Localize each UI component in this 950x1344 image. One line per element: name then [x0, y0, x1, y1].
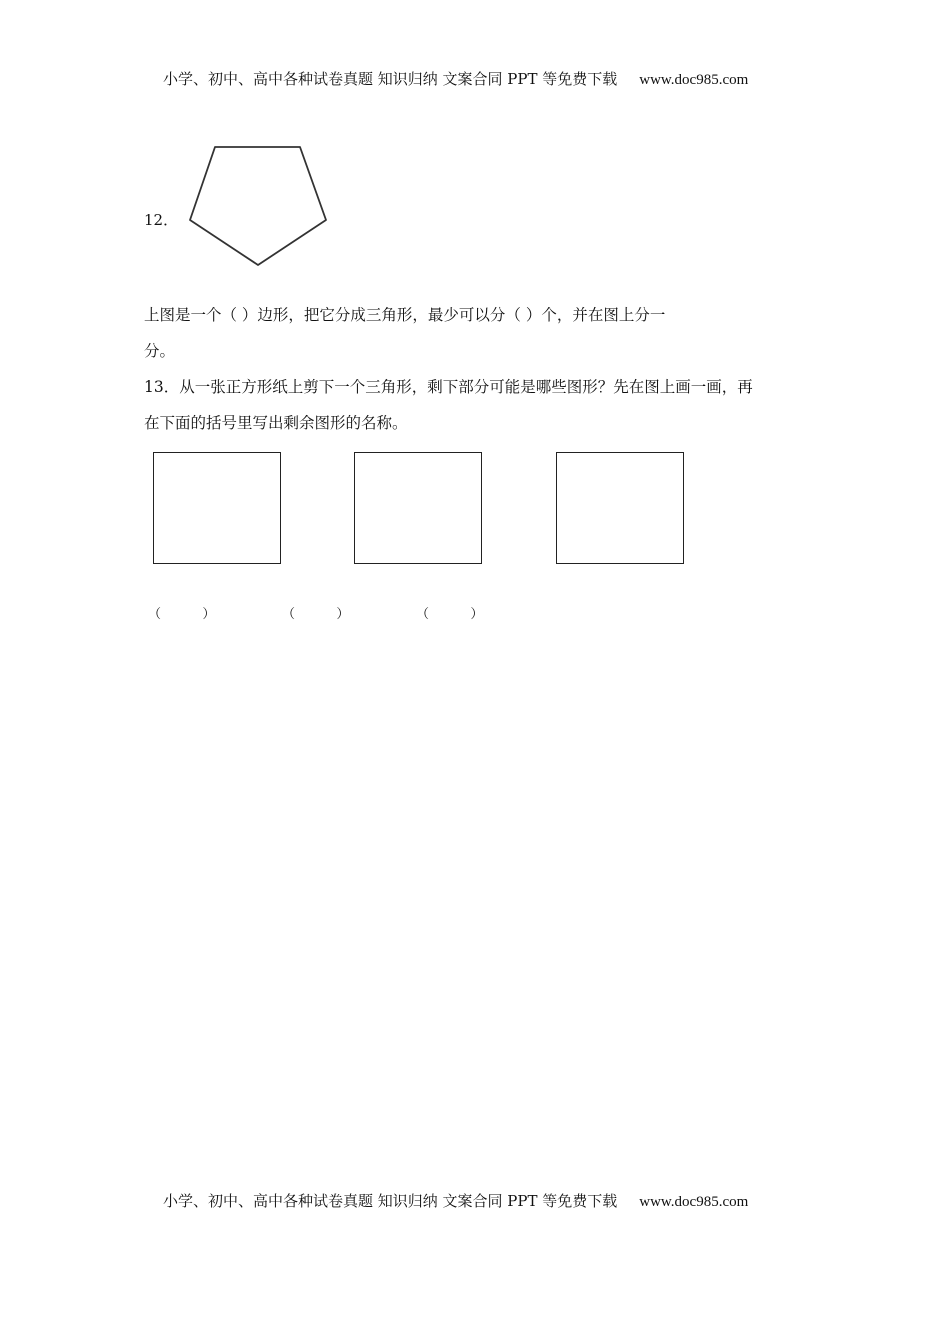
- question-12-text-line1: 上图是一个（ ）边形，把它分成三角形，最少可以分（ ）个，并在图上分一: [144, 306, 666, 324]
- header-text: 小学、初中、高中各种试卷真题 知识归纳 文案合同 PPT 等免费下载: [163, 70, 618, 88]
- answer-blank-3: （ ）: [416, 607, 484, 622]
- answer-blank-2: （ ）: [282, 607, 350, 622]
- footer-url: www.doc985.com: [639, 1194, 749, 1210]
- answer-blank-1: （ ）: [148, 607, 216, 622]
- question-12-text-line2: 分。: [144, 342, 176, 360]
- pentagon-figure: [186, 144, 330, 270]
- pentagon-shape: [190, 147, 326, 265]
- page-footer: [163, 1192, 748, 1211]
- square-figure-2: [354, 452, 482, 564]
- square-figure-1: [153, 452, 281, 564]
- question-13-text-line1: 13．从一张正方形纸上剪下一个三角形，剩下部分可能是哪些图形？先在图上画一画，再: [144, 378, 753, 396]
- footer-text: 小学、初中、高中各种试卷真题 知识归纳 文案合同 PPT 等免费下载: [163, 1192, 618, 1210]
- square-figure-3: [556, 452, 684, 564]
- header-url: www.doc985.com: [639, 72, 749, 88]
- question-12-number: 12．: [144, 211, 179, 229]
- page-header: [163, 70, 748, 89]
- question-13-text-line2: 在下面的括号里写出剩余图形的名称。: [144, 414, 408, 432]
